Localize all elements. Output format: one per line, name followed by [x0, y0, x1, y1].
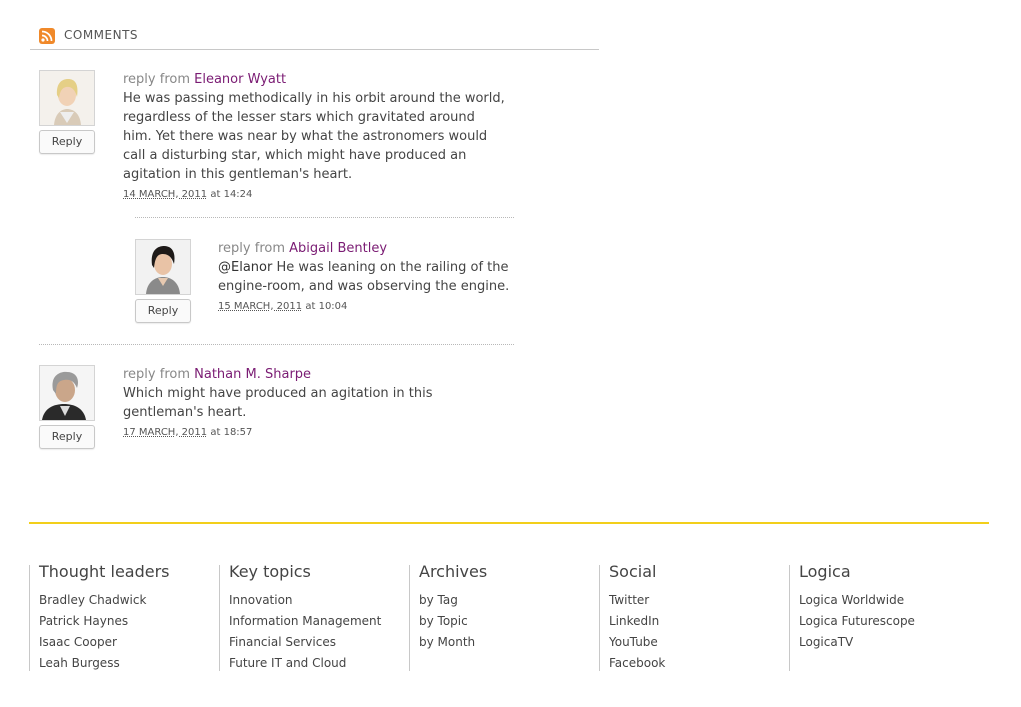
footer-link-list	[39, 590, 219, 674]
comment-author-link[interactable]: Eleanor Wyatt	[194, 72, 287, 87]
footer-column-thought-leaders	[29, 562, 219, 671]
footer-column-title: Thought leaders	[39, 562, 170, 581]
comment-text-line: agitation in this gentleman's heart.	[123, 167, 353, 182]
comment-time: 18:57	[223, 427, 253, 438]
footer-link[interactable]: Facebook	[609, 656, 666, 670]
comments-header	[30, 24, 599, 50]
avatar[interactable]	[135, 239, 191, 295]
comment-time: 14:24	[223, 189, 253, 200]
footer-link[interactable]: Leah Burgess	[39, 656, 120, 670]
footer-link[interactable]: Twitter	[609, 593, 650, 607]
reply-button[interactable]: Reply	[39, 425, 95, 449]
comment-at-label: at	[210, 427, 221, 438]
comment-at-label: at	[305, 301, 316, 312]
comment-author-link[interactable]: Nathan M. Sharpe	[194, 367, 312, 382]
comment-separator	[135, 217, 514, 218]
mention-link[interactable]: @Elanor	[218, 260, 273, 275]
footer-divider	[29, 522, 989, 524]
reply-button[interactable]: Reply	[39, 130, 95, 154]
comment-text-line: gentleman's heart.	[123, 405, 247, 420]
comment-text-line: call a disturbing star, which might have produced an	[123, 148, 467, 163]
footer-column-title: Social	[609, 562, 657, 581]
comment-text-line: engine-room, and was observing the engine.	[218, 279, 510, 294]
comment-time: 10:04	[318, 301, 348, 312]
reply-from-label: reply from	[123, 72, 190, 87]
comments-title: COMMENTS	[64, 28, 139, 42]
comment-date: 14 MARCH, 2011	[123, 189, 208, 200]
comment-text	[123, 384, 513, 422]
comment-text-line: him. Yet there was near by what the astronomers would	[123, 129, 488, 144]
footer-link[interactable]: Bradley Chadwick	[39, 593, 147, 607]
comment-text	[123, 89, 513, 184]
footer-link[interactable]: Financial Services	[229, 635, 336, 649]
footer-link[interactable]: by Topic	[419, 614, 468, 628]
footer-column-logica	[789, 562, 989, 671]
footer-column-title: Key topics	[229, 562, 311, 581]
footer-link[interactable]: Information Management	[229, 614, 382, 628]
footer-link[interactable]: Patrick Haynes	[39, 614, 129, 628]
footer-column-title: Archives	[419, 562, 488, 581]
comment-author-link[interactable]: Abigail Bentley	[289, 241, 388, 256]
comment-meta	[123, 427, 513, 438]
footer-column-title: Logica	[799, 562, 851, 581]
comment-text-line: He was passing methodically in his orbit around the world,	[123, 91, 505, 106]
footer-link[interactable]: LogicaTV	[799, 635, 854, 649]
footer-link[interactable]: by Month	[419, 635, 476, 649]
comment-date: 15 MARCH, 2011	[218, 301, 303, 312]
footer-link[interactable]: YouTube	[609, 635, 658, 649]
footer-column-social	[599, 562, 789, 671]
comment-at-label: at	[210, 189, 221, 200]
footer-link[interactable]: Logica Worldwide	[799, 593, 905, 607]
comment-text-line: regardless of the lesser stars which gravitated around	[123, 110, 475, 125]
footer-link[interactable]: Isaac Cooper	[39, 635, 117, 649]
comment-meta	[123, 189, 513, 200]
footer-link-list	[229, 590, 409, 674]
footer-link[interactable]: by Tag	[419, 593, 458, 607]
rss-feed-icon[interactable]	[39, 28, 55, 44]
avatar[interactable]	[39, 70, 95, 126]
footer-link[interactable]: LinkedIn	[609, 614, 660, 628]
comment-separator	[39, 344, 514, 345]
reply-from-label: reply from	[123, 367, 190, 382]
footer-link[interactable]: Logica Futurescope	[799, 614, 915, 628]
comment-date: 17 MARCH, 2011	[123, 427, 208, 438]
footer-link[interactable]: Innovation	[229, 593, 293, 607]
footer-link-list	[609, 590, 789, 674]
comment-text-line: Which might have produced an agitation in this	[123, 386, 433, 401]
footer-link[interactable]: Future IT and Cloud	[229, 656, 347, 670]
comment-meta	[218, 301, 518, 312]
comment-text	[218, 258, 518, 296]
avatar[interactable]	[39, 365, 95, 421]
comment-text-line: He was leaning on the railing of the	[272, 260, 509, 275]
reply-button[interactable]: Reply	[135, 299, 191, 323]
footer-link-list	[419, 590, 599, 653]
footer-column-archives	[409, 562, 599, 671]
footer-column-key-topics	[219, 562, 409, 671]
reply-from-label: reply from	[218, 241, 285, 256]
footer-link-list	[799, 590, 989, 653]
